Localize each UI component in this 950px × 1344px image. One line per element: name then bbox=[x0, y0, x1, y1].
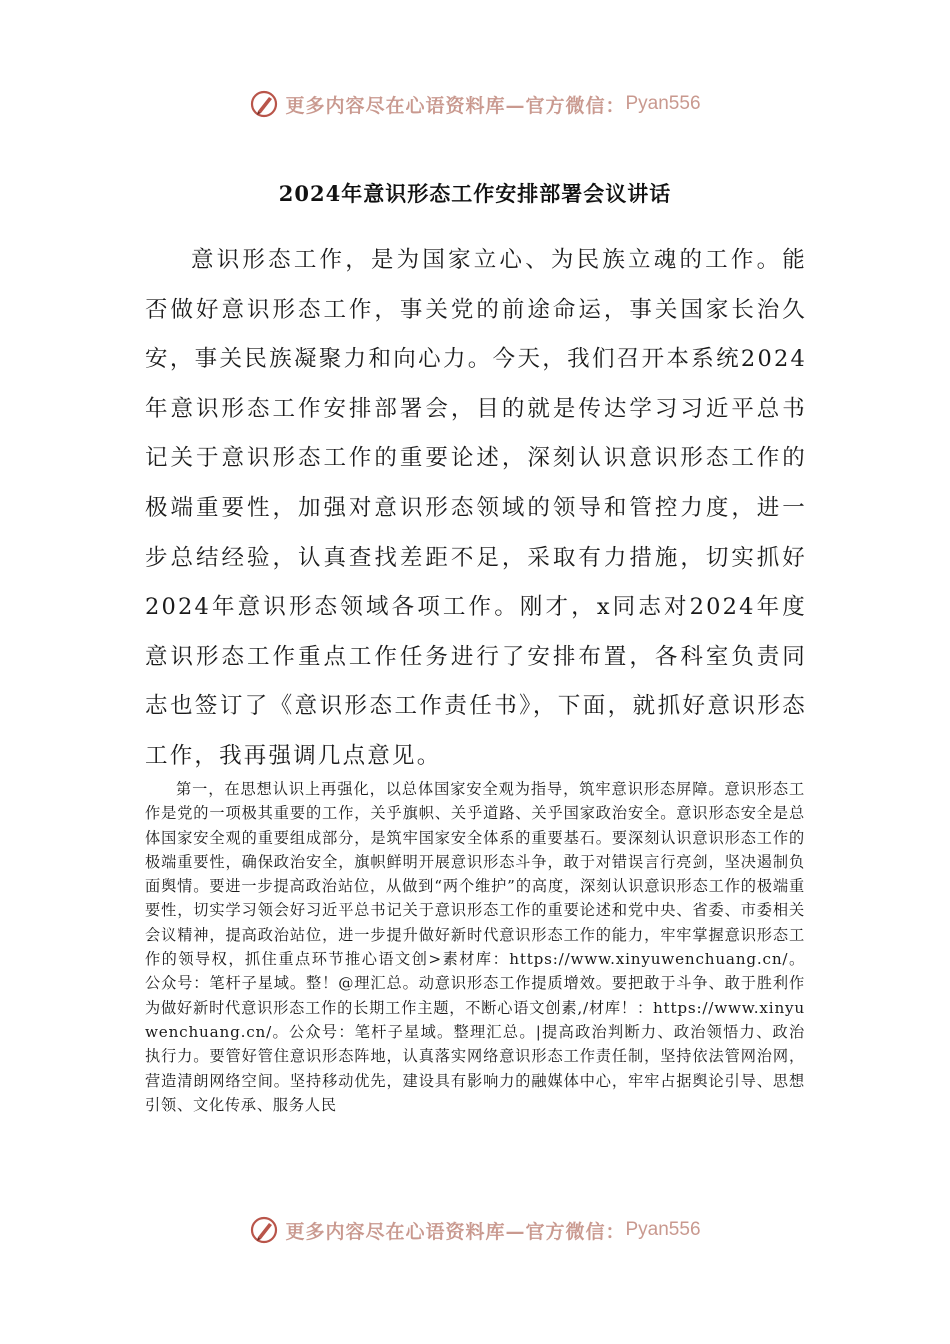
pen-circle-logo-icon bbox=[249, 89, 279, 119]
lead-paragraph: 意识形态工作，是为国家立心、为民族立魂的工作。能否做好意识形态工作，事关党的前途命运，事关国家长治久安，事关民族凝聚力和向心力。今天，我们召开本系统2024年意识形态工作安排部署会，目的就是传达学习习近平总书记关于意识形态工作的重要论述，深刻认识意识形态工作的极端重要性，加强对意识形态领域的领导和管控力度，进一步总结经验，认真查找差距不足，采取有力措施，切实抓好2024年意识形态领域各项工作。刚才，x同志对2024年度意识形态工作重点工作任务进行了安排布置，各科室负责同志也签订了《意识形态工作责任书》，下面，就抓好意识形态工作，我再强调几点意见。 bbox=[145, 247, 807, 769]
section-one-paragraph: 第一，在思想认识上再强化，以总体国家安全观为指导，筑牢意识形态屏障。意识形态工作是党的一项极其重要的工作，关乎旗帜、关乎道路、关乎国家政治安全。意识形态安全是总体国家安全观的重要组成部分，是筑牢国家安全体系的重要基石。要深刻认识意识形态工作的极端重要性，确保政治安全，旗帜鲜明开展意识形态斗争，敢于对错误言行亮剑，坚决遏制负面舆情。要进一步提高政治站位，从做到“两个维护”的高度，深刻认识意识形态工作的极端重要性，切实学习领会好习近平总书记关于意识形态工作的重要论述和党中央、省委、市委相关会议精神，提高政治站位，进一步提升做好新时代意识形态工作的能力，牢牢掌握意识形态工作的领导权，抓住重点环节推心语文创>素材库：https://www.xinyuwenchuang.cn/。公众号：笔杆子星域。整！@理汇总。动意识形态工作提质增效。要把敢于斗争、敢于胜利作为做好新时代意识形态工作的长期工作主题，不断心语文创素,/材库！：https://www.xinyuwenchuang.cn/。公众号：笔杆子星域。整理汇总。|提高政治判断力、政治领悟力、政治执行力。要管好管住意识形态阵地，认真落实网络意识形态工作责任制，坚持依法管网治网，营造清朗网络空间。坚持移动优先，建设具有影响力的融媒体中心，牢牢占据舆论引导、思想引领、文化传承、服务人民 bbox=[145, 780, 805, 1114]
watermark-text: 更多内容尽在心语资料库—官方微信： bbox=[285, 1220, 626, 1243]
pen-circle-logo-icon bbox=[249, 1215, 279, 1245]
document-title: 2024年意识形态工作安排部署会议讲话 bbox=[278, 181, 672, 206]
watermark-wechat-id: Pyan556 bbox=[625, 93, 701, 114]
watermark-header bbox=[0, 84, 950, 124]
watermark-text: 更多内容尽在心语资料库—官方微信： bbox=[285, 94, 626, 117]
watermark-wechat-id: Pyan556 bbox=[625, 1219, 701, 1240]
watermark-footer bbox=[0, 1210, 950, 1250]
